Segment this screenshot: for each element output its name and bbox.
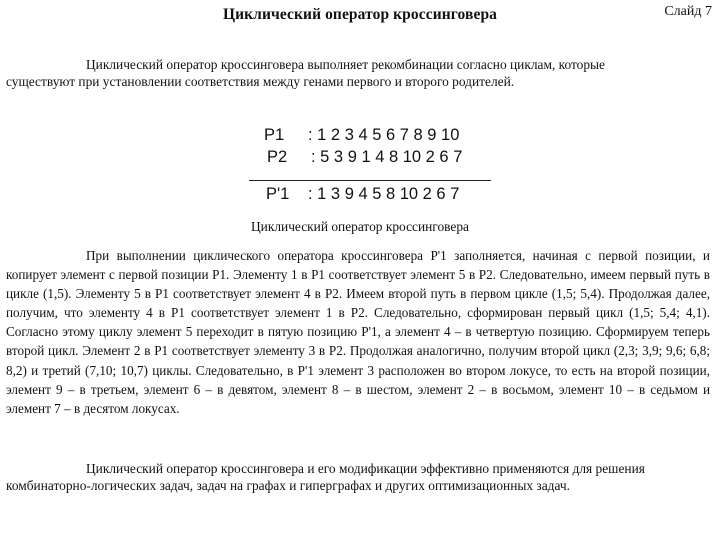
parent-2-label: P2 <box>267 148 288 166</box>
formula-divider <box>249 180 491 181</box>
offspring-row <box>266 185 506 204</box>
slide-number: Слайд 7 <box>664 4 712 19</box>
parents-formula <box>264 124 504 168</box>
parent-1-label: P1 <box>264 126 285 144</box>
parent-2-row <box>264 146 504 168</box>
conclusion-line-2: комбинаторно-логических задач, задач на графах и гиперграфах и других оптимизационных задач. <box>6 478 570 493</box>
slide-title: Циклический оператор кроссинговера <box>222 6 498 23</box>
conclusion-paragraph <box>6 460 710 494</box>
offspring-genes: : 1 3 9 4 5 8 10 2 6 7 <box>308 185 460 203</box>
offspring-label: P'1 <box>266 185 290 203</box>
intro-line-2: существуют при установлении соответствия между генами первого и второго родителей. <box>6 74 515 89</box>
intro-paragraph <box>6 56 710 90</box>
parent-1-genes: : 1 2 3 4 5 6 7 8 9 10 <box>308 126 460 144</box>
explanation-paragraph <box>6 246 710 418</box>
figure-caption: Циклический оператор кроссинговера <box>251 219 469 234</box>
intro-line-1: Циклический оператор кроссинговера выполняет рекомбинации согласно циклам, которые <box>86 57 605 72</box>
parent-2-genes: : 5 3 9 1 4 8 10 2 6 7 <box>311 148 463 166</box>
parent-1-row <box>264 124 504 146</box>
conclusion-line-1: Циклический оператор кроссинговера и его модификации эффективно применяются для решения <box>86 461 645 476</box>
explanation-lead: При выполнении циклического оператора кроссинговера P'1 заполняется, начиная с первой <box>86 248 638 263</box>
explanation-text: позиции, и копирует элемент с первой позиции P1. Элементу 1 в P1 соответствует элемент 5 в P2. Следовательно, имеем первый путь в цикле (1,5). Элементу 5 в P1 соответствует элемент 4 в P2. Имеем второй путь в первом цикле (1,5; 5,4). Продолжая далее, получим, что элементу 4 в P1 соответствует элемент 1 в P2. Следовательно, сформирован первый цикл (1,5; 5,4; 4,1). Согласно этому циклу элемент 5 переходит в пятую позицию P'1, а элемент 4 – в четвертую позицию. Сформируем теперь второй цикл. Элемент 2 в P1 соответствует элементу 3 в P2. Продолжая аналогично, получим второй цикл (2,3; 3,9; 9,6; 6,8; 8,2) и третий (7,10; 10,7) циклы. Следовательно, в P'1 элемент 3 расположен во втором локусе, то есть на второй позиции, элемент 9 – в третьем, элемент 6 – в девятом, элемент 8 – в шестом, элемент 2 – в восьмом, элемент 10 – в седьмом и элемент 7 – в десятом локусах. <box>6 248 710 416</box>
